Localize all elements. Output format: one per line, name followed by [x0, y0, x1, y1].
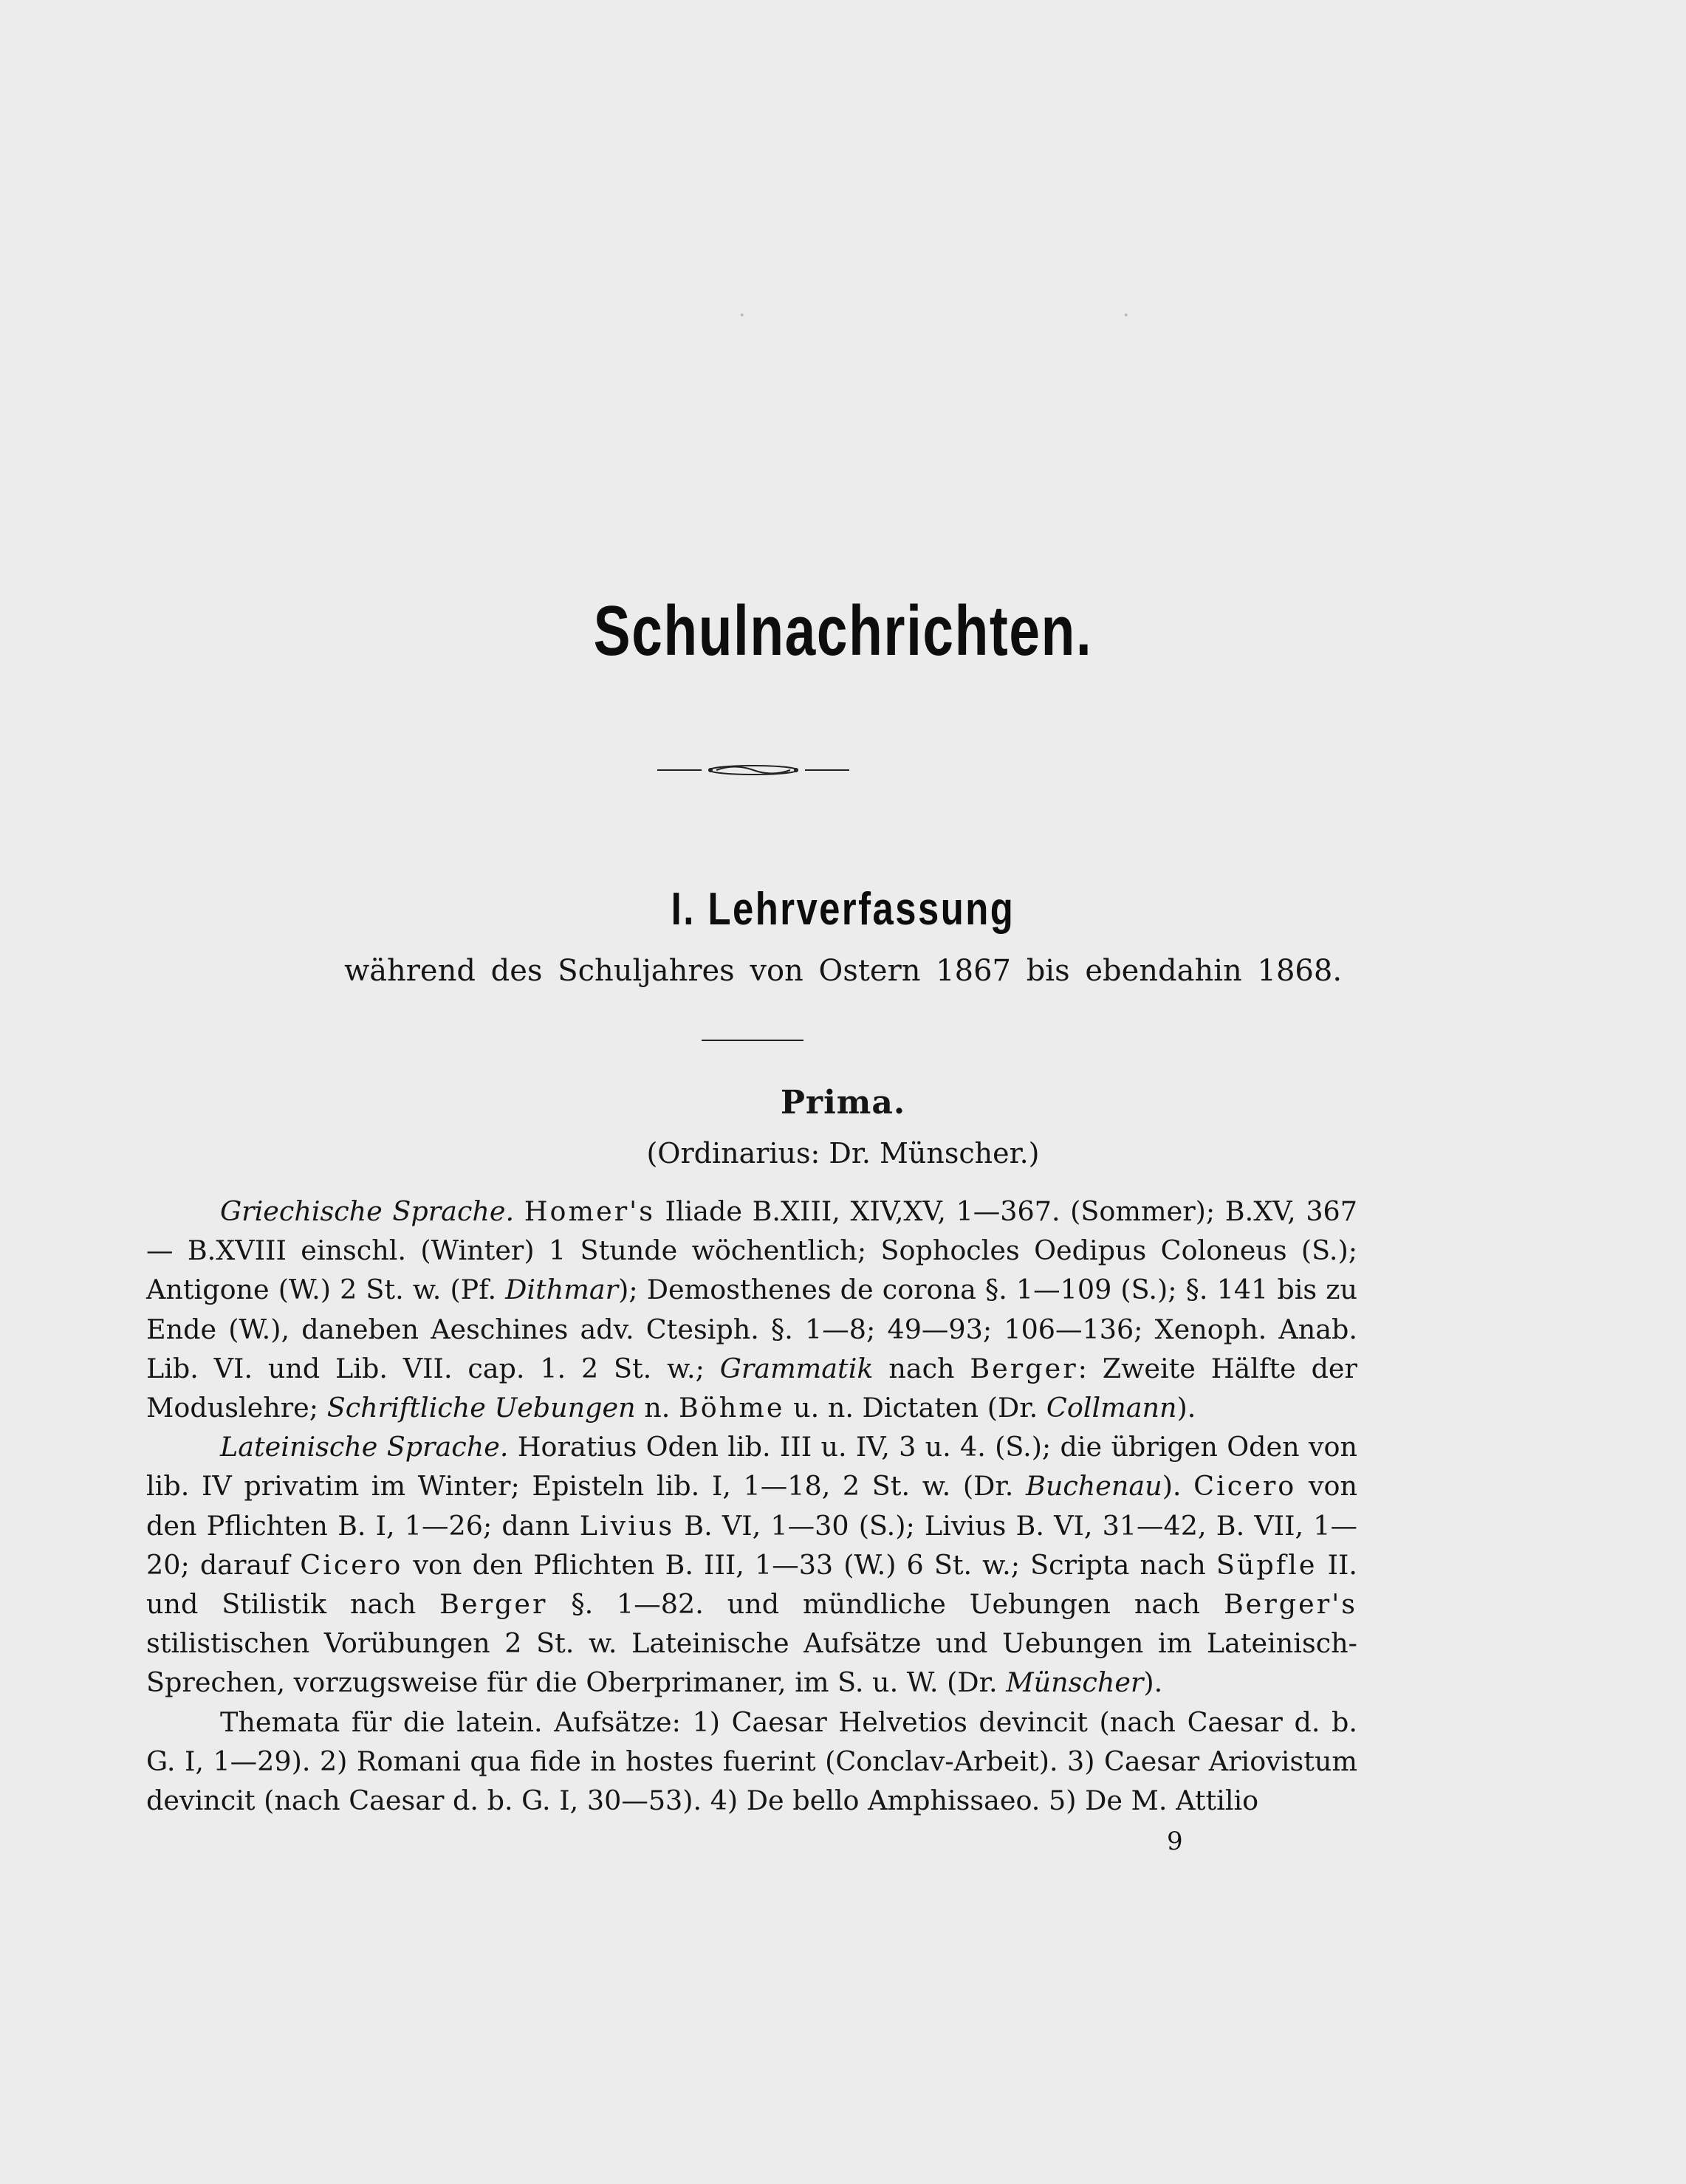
- teacher-name: Dithmar: [505, 1274, 619, 1306]
- section-subheading: während des Schuljahres von Ostern 1867 bis ebendahin 1868.: [343, 954, 1343, 988]
- body-text: [146, 1192, 1357, 1820]
- text-run: u. n. Dictaten (Dr.: [784, 1392, 1046, 1424]
- section-heading: I. Lehrverfassung: [671, 884, 1015, 935]
- teacher-name: Münscher: [1006, 1666, 1144, 1699]
- subject-label: Lateinische Sprache.: [220, 1431, 509, 1463]
- page-number: 9: [1167, 1827, 1183, 1856]
- class-heading: Prima.: [780, 1084, 906, 1122]
- horizontal-rule: [702, 1040, 803, 1041]
- text-run: : Zweite Hälfte der Moduslehre;: [146, 1352, 1357, 1424]
- text-run: nach: [873, 1352, 970, 1384]
- text-run: Cicero: [300, 1548, 403, 1581]
- text-run: Berger's: [1223, 1588, 1357, 1621]
- text-run: II. und Stilistik nach: [146, 1548, 1358, 1621]
- text-run: Cicero: [1193, 1470, 1297, 1503]
- text-run: Süpfle: [1216, 1548, 1317, 1581]
- text-run: Berger: [439, 1588, 548, 1621]
- text-run: ).: [1176, 1392, 1196, 1424]
- text-run: §. 1—82. und mündliche Uebungen nach: [547, 1588, 1224, 1621]
- text-run: Böhme: [678, 1392, 785, 1424]
- text-run: stilistischen Vorübungen 2 St. w. Lateinische Aufsätze und Uebungen im Lateinisch-Sprechen, vorzugsweise für die Oberprimaner, im S. u. W. (Dr.: [146, 1627, 1357, 1699]
- paragraph-themata: Themata für die latein. Aufsätze: 1) Caesar Helvetios devincit (nach Caesar d. b. G. I, 1—29). 2) Romani qua fide in hostes fuerint (Conclav-Arbeit). 3) Caesar Ariovistum devincit (nach Caesar d. b. G. I, 30—53). 4) De bello Amphissaeo. 5) De M. Attilio: [146, 1706, 1357, 1817]
- text-run: n.: [635, 1392, 679, 1424]
- teacher-name: Collmann: [1046, 1392, 1177, 1424]
- text-run: B. VI, 1—30 (S.); Livius B. VI, 31—42, B. VII, 1—20; darauf: [146, 1509, 1357, 1581]
- text-run: von den Pflichten B. I, 1—26; dann: [146, 1470, 1357, 1542]
- text-run: ).: [1162, 1470, 1194, 1503]
- bleed-through-mark: ·: [739, 303, 746, 329]
- text-run: ).: [1143, 1666, 1163, 1699]
- text-run: Berger: [970, 1352, 1078, 1384]
- text-run: [514, 1195, 524, 1227]
- subject-label: Griechische Sprache.: [220, 1195, 515, 1227]
- text-run: Livius: [579, 1509, 675, 1542]
- text-run: von den Pflichten B. III, 1—33 (W.) 6 St. w.; Scripta nach: [402, 1548, 1216, 1581]
- ornament-divider-icon: [657, 765, 849, 775]
- paragraph-latein: [146, 1427, 1357, 1702]
- page-title: Schulnachrichten.: [593, 591, 1093, 670]
- text-run: Homer's: [524, 1195, 655, 1227]
- teacher-name: Buchenau: [1026, 1470, 1162, 1503]
- text-run: Iliade B.XIII, XIV,XV, 1—367. (Sommer); B.XV, 367 — B.XVIII einschl. (Winter) 1 Stunde wöchentlich; Sophocles Oedipus Coloneus (S.); Antigone (W.) 2 St. w. (Pf.: [146, 1195, 1358, 1306]
- text-run: ); Demosthenes de corona §. 1—109 (S.); §. 141 bis zu Ende (W.), daneben Aeschines adv. Ctesiph. §. 1—8; 49—93; 106—136; Xenoph. Anab. Lib. VI. und Lib. VII. cap. 1. 2 St. w.;: [146, 1274, 1357, 1384]
- bleed-through-mark: ·: [1123, 303, 1130, 329]
- paragraph-griechisch: [146, 1192, 1357, 1427]
- subject-label: Schriftliche Uebungen: [326, 1392, 636, 1424]
- subject-label: Grammatik: [719, 1352, 874, 1384]
- ordinarius-line: (Ordinarius: Dr. Münscher.): [646, 1137, 1040, 1170]
- text-run: Horatius Oden lib. III u. IV, 3 u. 4. (S.); die übrigen Oden von lib. IV privatim im Winter; Episteln lib. I, 1—18, 2 St. w. (Dr.: [146, 1431, 1357, 1503]
